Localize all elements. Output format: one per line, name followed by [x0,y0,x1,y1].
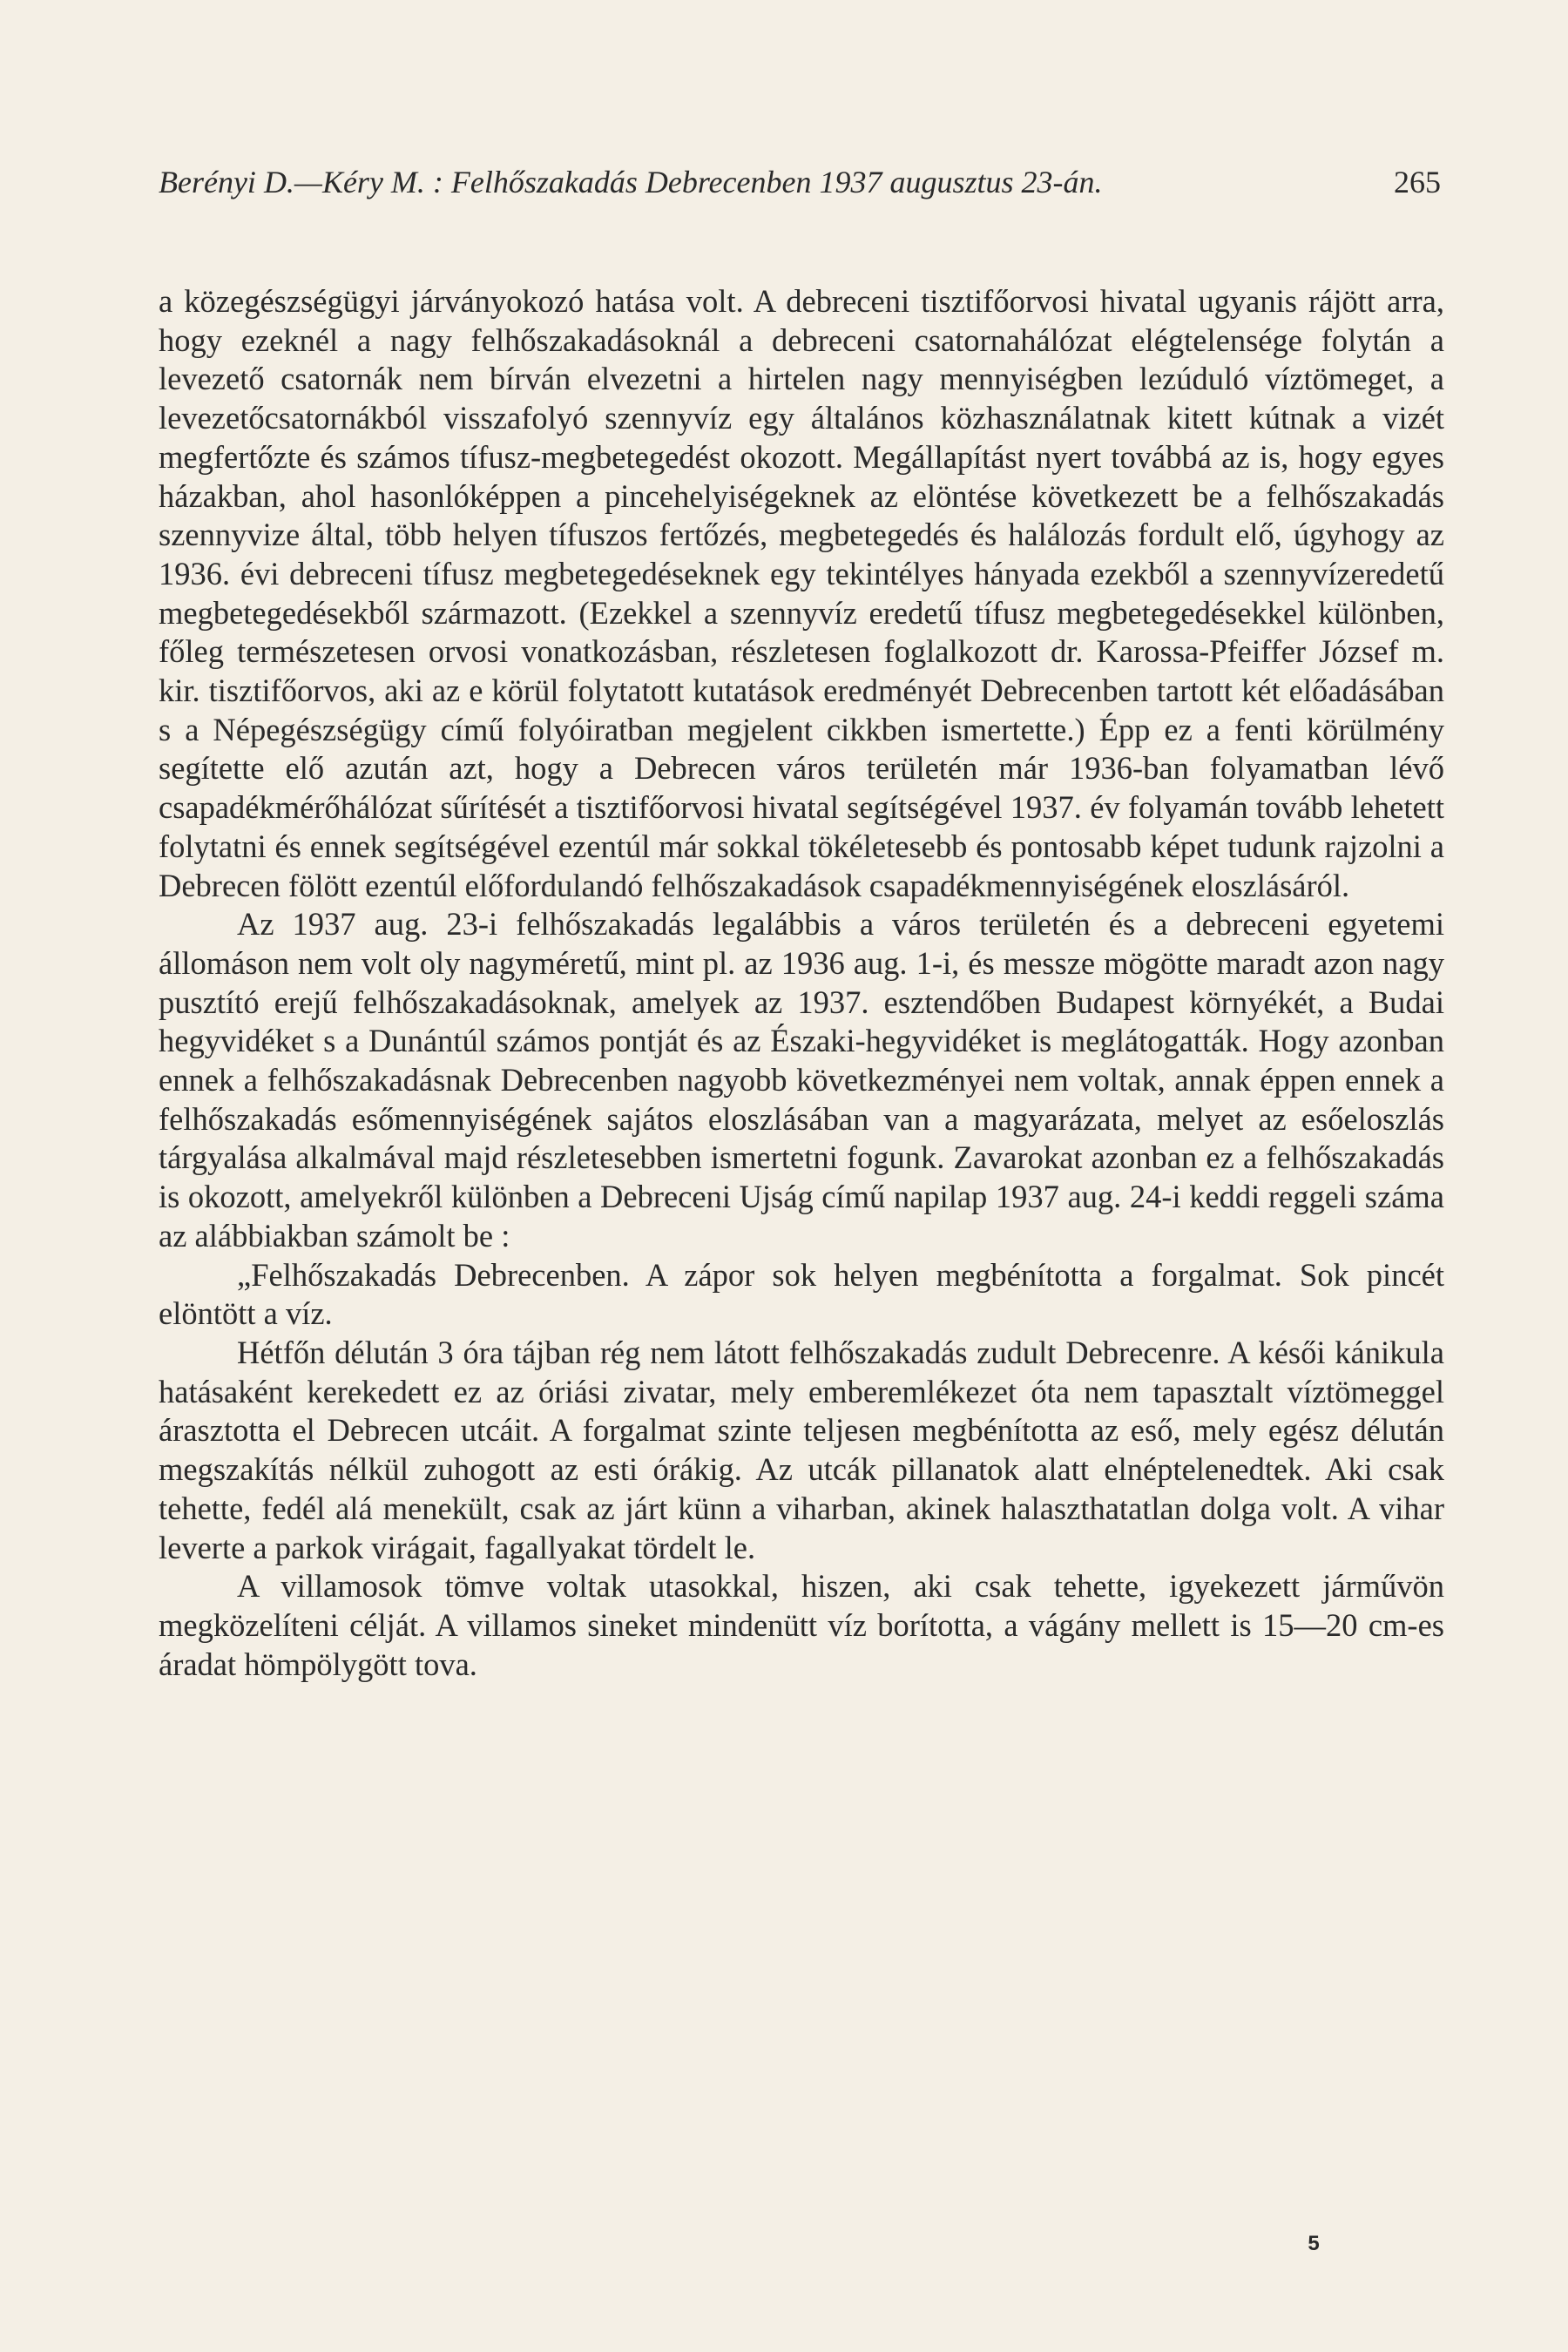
paragraph-4: Hétfőn délután 3 óra tájban rég nem látott felhőszakadás zudult Debrecenre. A késői kánikula hatásaként kerekedett ez az óriási zivatar, mely emberemlékezet óta nem tapasztalt víztömeggel árasztotta el Debrecen utcáit. A forgalmat szinte teljesen megbénította az eső, mely egész délután megszakítás nélkül zuhogott az esti órákig. Az utcák pillanatok alatt elnéptelenedtek. Aki csak tehette, fedél alá menekült, csak az járt künn a viharban, akinek halaszthatatlan dolga volt. A vihar leverte a parkok virágait, fagallyakat tördelt le. [159,1334,1444,1565]
running-title: Berényi D.—Kéry M. : Felhőszakadás Debrecenben 1937 augusztus 23-án. [159,165,1103,199]
paragraph-2: Az 1937 aug. 23-i felhőszakadás legalábbis a város területén és a debreceni egyetemi állomáson nem volt oly nagyméretű, mint pl. az 1936 aug. 1-i, és messze mögötte maradt azon nagy pusztító erejű felhőszakadásoknak, amelyek az 1937. esztendőben Budapest környékét, a Budai hegyvidéket s a Dunántúl számos pontját és az Északi-hegyvidéket is meglátogatták. Hogy azonban ennek a felhőszakadásnak Debrecenben nagyobb következményei nem voltak, annak éppen ennek a felhőszakadás esőmennyiségének sajátos eloszlásában van a magyarázata, melyet az esőeloszlás tárgyalása alkalmával majd részletesebben ismertetni fogunk. Zavarokat azonban ez a felhőszakadás is okozott, amelyekről különben a Debreceni Ujság című napilap 1937 aug. 24-i keddi reggeli száma az alábbiakban számolt be : [159,906,1444,1254]
page-number: 265 [1394,165,1441,199]
signature-mark: 5 [1308,2232,1320,2255]
running-head [159,164,1441,209]
paragraph-3-quote-headline: „Felhőszakadás Debrecenben. A zápor sok helyen megbénította a forgalmat. Sok pincét elöntött a víz. [159,1256,1444,1332]
paragraph-5: A villamosok tömve voltak utasokkal, hiszen, aki csak tehette, igyekezett járművön megközelíteni célját. A villamos sineket mindenütt víz borította, a vágány mellett is 15—20 cm-es áradat hömpölygött tova. [159,1568,1444,1682]
paragraph-1: a közegészségügyi járványokozó hatása volt. A debreceni tisztifőorvosi hivatal ugyanis rájött arra, hogy ezeknél a nagy felhőszakadásoknál a debreceni csatornahálózat elégtelensége folytán a levezető csatornák nem bírván elvezetni a hirtelen nagy mennyiségben lezúduló víztömeget, a levezetőcsatornákból visszafolyó szennyvíz egy általános közhasználatnak kitett kútnak a vizét megfertőzte és számos tífusz-megbetegedést okozott. Megállapítást nyert továbbá az is, hogy egyes házakban, ahol hasonlóképpen a pincehelyiségeknek az elöntése következett be a felhőszakadás szennyvize által, több helyen tífuszos fertőzés, megbetegedés és halálozás fordult elő, úgyhogy az 1936. évi debreceni tífusz megbetegedéseknek egy tekintélyes hányada ezekből a szennyvízeredetű megbetegedésekből származott. (Ezekkel a szennyvíz eredetű tífusz megbetegedésekkel különben, főleg természetesen orvosi vonatkozásban, részletesen foglalkozott dr. Karossa-Pfeiffer József m. kir. tisztifőorvos, aki az e körül folytatott kutatások eredményét Debrecenben tartott két előadásában s a Népegészségügy című folyóiratban megjelent cikkben ismertette.) Épp ez a fenti körülmény segítette elő azután azt, hogy a Debrecen város területén már 1936-ban folyamatban lévő csapadékmérőhálózat sűrítését a tisztifőorvosi hivatal segítségével 1937. év folyamán tovább lehetett folytatni és ennek segítségével ezentúl már sokkal tökéletesebb és pontosabb képet tudunk rajzolni a Debrecen fölött ezentúl előfordulandó felhőszakadások csapadékmennyiségének eloszlásáról. [159,283,1444,903]
body-text [159,282,1444,1684]
